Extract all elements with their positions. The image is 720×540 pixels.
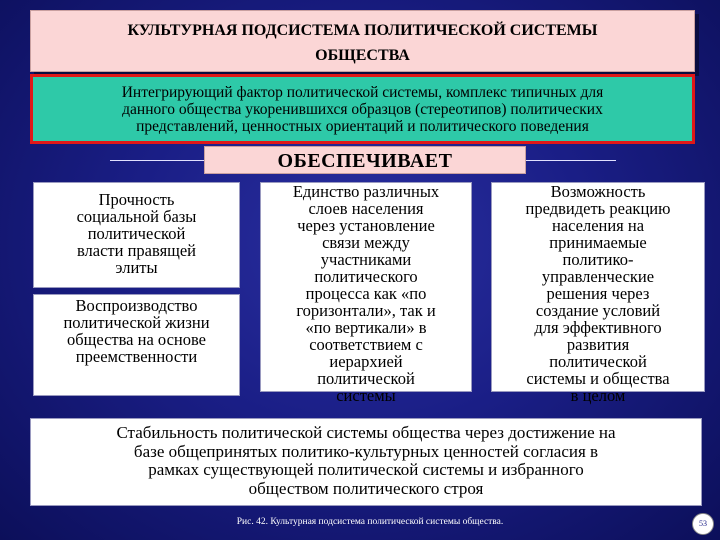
unity-line: «по вертикали» в — [305, 318, 427, 337]
connector-line-right — [526, 160, 616, 161]
reproduction-box — [33, 294, 240, 396]
stability-line: рамках существующей политической системы и избранного — [148, 460, 584, 479]
foresight-line: решения через — [546, 284, 650, 303]
social-base-line: Прочность — [98, 190, 175, 209]
integrating-line-3: представлений, ценностных ориентаций и политического поведения — [136, 118, 589, 135]
figure-caption: Рис. 42. Культурная подсистема политической системы общества. — [236, 517, 504, 527]
foresight-line: развития — [566, 335, 630, 354]
unity-line: горизонтали», так и — [296, 301, 436, 320]
foresight-line: в целом — [570, 386, 626, 405]
social-base-line: власти правящей — [76, 241, 197, 260]
reproduction-line: общества на основе — [66, 330, 206, 349]
unity-line: Единство различных — [292, 182, 440, 201]
title-line-2: ОБЩЕСТВА — [315, 47, 410, 64]
unity-line: связи между — [322, 233, 410, 252]
social-base-line: политической — [87, 224, 186, 243]
ensures-label: ОБЕСПЕЧИВАЕТ — [204, 146, 526, 174]
social-base-line: элиты — [115, 258, 158, 277]
integrating-line-2: данного общества укоренившихся образцов (стереотипов) политических — [122, 101, 603, 118]
reproduction-line: политической жизни — [63, 313, 210, 332]
stability-line: базе общепринятых политико-культурных ценностей согласия в — [133, 441, 599, 461]
foresight-line: населения на — [551, 216, 645, 235]
stability-line: Стабильность политической системы общества через достижение на — [116, 423, 616, 442]
integrating-line-1: Интегрирующий фактор политической системы, комплекс типичных для — [121, 84, 604, 101]
reproduction-line: преемственности — [75, 347, 198, 366]
integrating-factor-box — [30, 74, 695, 144]
title-line-1: КУЛЬТУРНАЯ ПОДСИСТЕМА ПОЛИТИЧЕСКОЙ СИСТЕМЫ — [127, 22, 598, 39]
connector-line-left — [110, 160, 204, 161]
unity-box — [260, 182, 472, 405]
page-number: 53 — [692, 513, 714, 535]
stability-line: обществом политического строя — [248, 478, 484, 498]
unity-line: слоев населения — [308, 199, 424, 218]
foresight-line: политико- — [562, 250, 634, 269]
foresight-line: Возможность — [550, 182, 646, 201]
foresight-line: управленческие — [541, 267, 655, 286]
foresight-line: создание условий — [535, 301, 661, 320]
diagram-title — [30, 10, 695, 72]
unity-line: соответствием с — [309, 335, 423, 354]
unity-line: иерархией — [329, 352, 403, 371]
stability-box — [30, 418, 702, 506]
foresight-line: принимаемые — [549, 233, 647, 252]
unity-line: политического — [314, 267, 418, 286]
unity-line: системы — [336, 386, 396, 405]
social-base-line: социальной базы — [76, 207, 197, 226]
foresight-line: системы и общества — [526, 369, 670, 388]
foresight-box — [491, 182, 705, 405]
social-base-box — [33, 182, 240, 288]
unity-line: политической — [317, 369, 415, 388]
foresight-line: политической — [549, 352, 647, 371]
unity-line: через установление — [297, 216, 435, 235]
foresight-line: для эффективного — [534, 318, 662, 337]
reproduction-line: Воспроизводство — [75, 296, 198, 315]
unity-line: участниками — [320, 250, 412, 269]
foresight-line: предвидеть реакцию — [525, 199, 671, 218]
unity-line: процесса как «по — [305, 284, 427, 303]
